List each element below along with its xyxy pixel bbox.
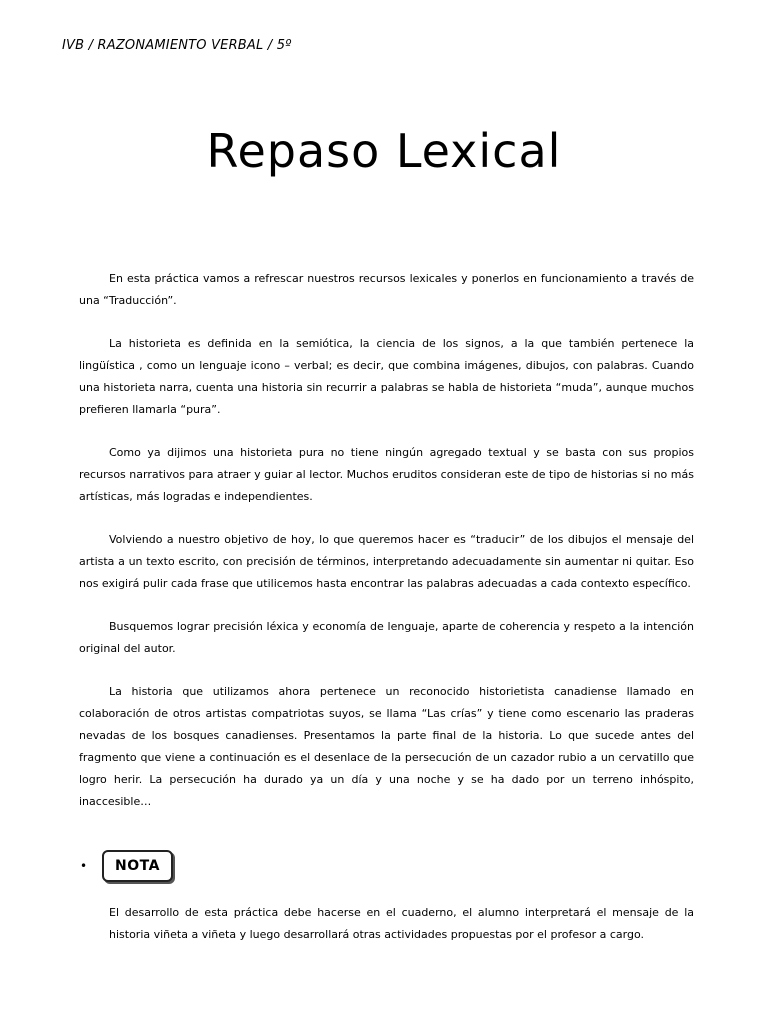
paragraph-intro: En esta práctica vamos a refrescar nuestros recursos lexicales y ponerlos en funcionamiento a través de una “Traducción”. xyxy=(79,272,694,307)
nota-badge: NOTA xyxy=(102,850,173,882)
page-header: IVB / RAZONAMIENTO VERBAL / 5º xyxy=(62,38,292,53)
paragraph-precision: Busquemos lograr precisión léxica y economía de lenguaje, aparte de coherencia y respeto a la intención original del autor. xyxy=(79,620,694,655)
document-body xyxy=(79,268,694,834)
note-header xyxy=(80,850,173,882)
paragraph-historieta-pura: Como ya dijimos una historieta pura no tiene ningún agregado textual y se basta con sus propios recursos narrativos para atraer y guiar al lector. Muchos eruditos consideran este de tipo de historias si no más artísticas, más logradas e independientes. xyxy=(79,446,694,503)
bullet-icon: • xyxy=(80,859,88,873)
note-text: El desarrollo de esta práctica debe hacerse en el cuaderno, el alumno interpretará el mensaje de la historia viñeta a viñeta y luego desarrollará otras actividades propuestas por el profesor a cargo. xyxy=(109,906,694,941)
paragraph-historia: La historia que utilizamos ahora pertenece un reconocido historietista canadiense llamado en colaboración de otros artistas compatriotas suyos, se llama “Las crías” y tiene como escenario las praderas nevadas de los bosques canadienses. Presentamos la parte final de la historia. Lo que sucede antes del fragmento que viene a continuación es el desenlace de la persecución de un cazador rubio a un cervatillo que logro herir. La persecución ha durado ya un día y una noche y se ha dado por un terreno inhóspito, inaccesible… xyxy=(79,685,694,808)
paragraph-historieta-definition: La historieta es definida en la semiótica, la ciencia de los signos, a la que también pertenece la lingüística , como un lenguaje icono – verbal; es decir, que combina imágenes, dibujos, con palabras. Cuando una historieta narra, cuenta una historia sin recurrir a palabras se habla de historieta “muda”, aunque muchos prefieren llamarla “pura”. xyxy=(79,337,694,416)
paragraph-objetivo: Volviendo a nuestro objetivo de hoy, lo que queremos hacer es “traducir” de los dibujos el mensaje del artista a un texto escrito, con precisión de términos, interpretando adecuadamente sin aumentar ni quitar. Eso nos exigirá pulir cada frase que utilicemos hasta encontrar las palabras adecuadas a cada contexto específico. xyxy=(79,533,694,590)
page-title: Repaso Lexical xyxy=(206,124,562,178)
